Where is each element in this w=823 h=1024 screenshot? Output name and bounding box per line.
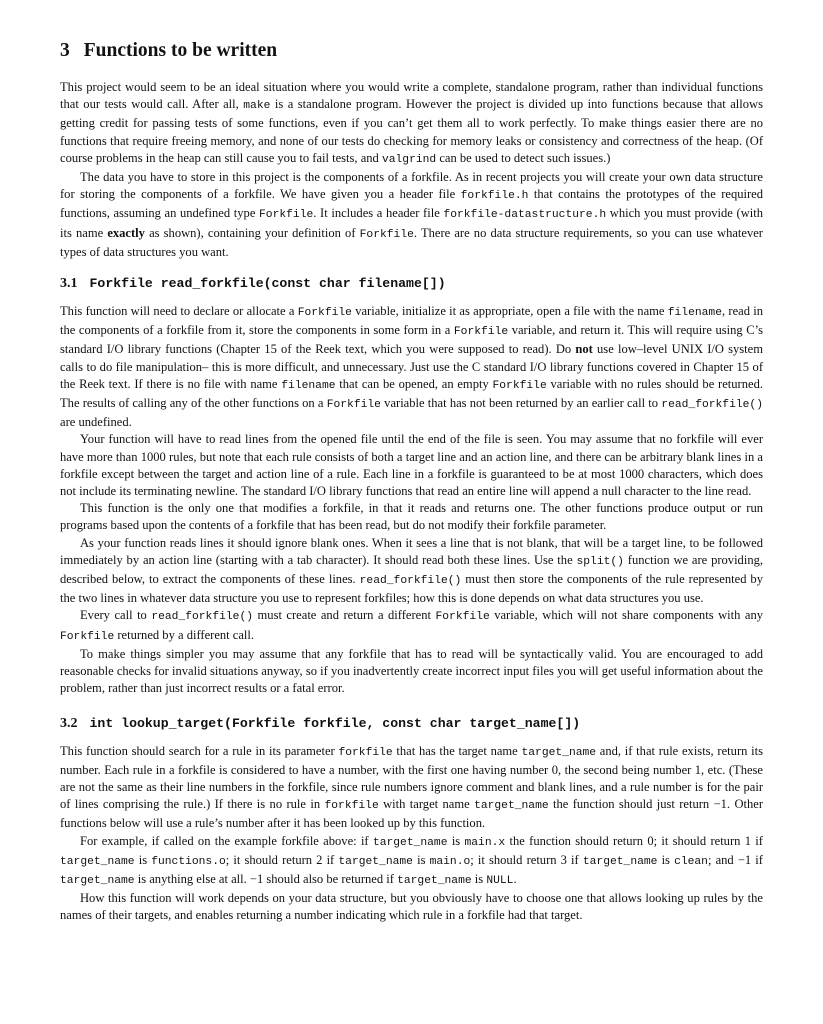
paragraph: [60, 79, 763, 169]
text-run: This function will need to declare or allocate a: [60, 304, 298, 319]
inline-code: target_name: [521, 746, 597, 759]
text-run: As your function reads lines it should ignore blank ones. When it sees a line that is not blank, that will be a target line, to be followed immediately by an action line (starting with a tab character). It should read both these lines. Use the: [60, 535, 763, 567]
subsection-number: 3.1: [60, 276, 78, 292]
inline-code: read_forkfile(): [661, 399, 763, 412]
inline-code: split(): [576, 555, 624, 568]
text-run: ; and −1 if: [707, 852, 763, 867]
section-heading: [60, 38, 763, 64]
text-run: are undefined.: [60, 415, 132, 430]
inline-code: Forkfile: [297, 307, 352, 320]
text-run: How this function will work depends on your data structure, but you obviously have to choose one that allows looking up rules by the names of their targets, and enables returning a number indicating which rule in a forkfile had that target.: [60, 891, 763, 923]
text-run: The data you have to store in this project is the components of a forkfile. As in recent projects you will create your own data structure for storing the components of a forkfile. We have given you a header file: [60, 170, 763, 202]
inline-code: target_name: [338, 855, 413, 868]
text-run: To make things simpler you may assume that any forkfile that has to read will be syntactically valid. You are encouraged to add reasonable checks for invalid situations anyway, so if you inadvertently create incorrect input files you will get useful information about the problem, rather than just incorrect results or a fatal error.: [60, 646, 763, 696]
text-run: .: [513, 871, 517, 886]
inline-code: target_name: [397, 874, 472, 887]
text-run: function we are providing, described below, to extract the components of these lines.: [60, 552, 764, 587]
subsection-heading: [60, 274, 763, 294]
text-run: and, if that rule exists, return its number. Each rule in a forkfile is considered to have a number, with the first one having number 0, the second being number 1, etc. (These are not the same as their line numbers in the forkfile, since rule numbers ignore comment and blank lines, and a rule number is for the pair of lines comprising the rule.) If there is no rule in: [60, 743, 763, 812]
inline-code: make: [243, 100, 271, 113]
text-run: must then store the components of the rule represented by the two lines in whatever data structure you use to represent forkfiles; how this is done depends on what data structures you use.: [60, 572, 763, 606]
inline-code: forkfile-datastructure.h: [443, 209, 607, 222]
text-run: is: [657, 852, 675, 867]
text-run: variable, which will not share components with any: [489, 608, 763, 623]
inline-code: Forkfile: [435, 611, 490, 624]
subsection-lookup-target: [60, 714, 763, 925]
text-run: variable, initialize it as appropriate, open a file with the name: [351, 304, 668, 319]
text-run: must create and return a different: [253, 608, 436, 623]
function-signature: Forkfile read_forkfile(const char filename[]): [89, 276, 446, 292]
inline-code: target_name: [474, 800, 549, 813]
paragraph: [60, 431, 763, 500]
paragraph: [60, 743, 763, 833]
text-run: that contains the prototypes of the required functions, assuming an undefined type: [60, 187, 764, 221]
text-run: the function should just return −1. Other functions below will use a rule’s number after it has been looked up by this function.: [60, 797, 764, 831]
paragraph: [60, 169, 763, 261]
text-run: variable, and return it. This will require using C’s standard I/O library functions (Chapter 15 of the Reek text, which you were supposed to read). Do: [60, 323, 763, 357]
text-run: is: [412, 852, 430, 867]
subsection-read-forkfile: [60, 274, 763, 697]
text-run: the function should return 0; it should return 1 if: [505, 833, 763, 848]
text-run: This project would seem to be an ideal situation where you would write a complete, standalone program, rather than individual functions that our tests would call. After all,: [60, 80, 763, 112]
inline-code: read_forkfile(): [151, 611, 254, 624]
text-run: ; it should return 2 if: [225, 852, 339, 867]
text-run: ; it should return 3 if: [470, 852, 583, 867]
subsection-heading: [60, 714, 763, 734]
paragraph: [60, 607, 763, 645]
inline-code: main.o: [429, 855, 471, 868]
text-run: is: [134, 852, 152, 867]
text-run: with target name: [378, 797, 475, 812]
text-run: Your function will have to read lines from the opened file until the end of the file is seen. You may assume that no forkfile will ever have more than 1000 rules, but note that each rule consists of both a target line and an action line, and there can be arbitrary blank lines in a forkfile except between the target and action line of a rule. Each line in a forkfile is guaranteed to be at most 1000 characters, which does not include its terminating newline. The standard I/O library functions that read an entire line will append a null character to the line read.: [60, 432, 763, 499]
text-run: is a standalone program. However the project is divided up into functions because that allows getting credit for passing tests of some functions, even if you can’t get them all to work perfectly. To make things easier there are no functions that require freeing memory, and none of our tests do checking for memory leaks or consistency and correctness of the heap. (Of course problems in the heap can still cause you to fail tests, and: [60, 97, 763, 165]
section-title: Functions to be written: [83, 40, 278, 61]
inline-code: target_name: [582, 855, 658, 868]
text-run: is anything else at all. −1 should also be returned if: [134, 871, 398, 886]
text-run: variable that has not been returned by an earlier call to: [380, 396, 662, 411]
subsection-number: 3.2: [60, 715, 78, 731]
inline-code: forkfile: [338, 746, 393, 759]
inline-code: Forkfile: [326, 399, 381, 412]
text-run: returned by a different call.: [114, 627, 255, 642]
inline-code: target_name: [60, 874, 135, 887]
text-run: that has the target name: [392, 743, 522, 758]
bold-text: not: [575, 342, 593, 357]
paragraph: [60, 500, 763, 534]
text-run: , read in the components of a forkfile from it, store the components in some form in a: [60, 304, 764, 338]
inline-code: functions.o: [151, 855, 226, 868]
text-run: This function should search for a rule in its parameter: [60, 743, 339, 758]
inline-code: valgrind: [381, 153, 437, 166]
paragraph: [60, 535, 763, 608]
section-number: 3: [60, 40, 70, 61]
inline-code: Forkfile: [60, 630, 115, 643]
inline-code: NULL: [486, 874, 514, 887]
inline-code: clean: [674, 855, 708, 868]
inline-code: target_name: [372, 836, 448, 849]
text-run: is: [471, 871, 487, 886]
text-run: This function is the only one that modifies a forkfile, in that it reads and returns one. The other functions produce output or run programs based upon the contents of a forkfile that has been read, but do not modify their forkfile parameter.: [60, 501, 763, 533]
inline-code: filename: [667, 307, 722, 320]
text-run: For example, if called on the example forkfile above: if: [80, 833, 373, 848]
inline-code: read_forkfile(): [359, 575, 462, 588]
text-run: use low–level UNIX I/O system calls to do file manipulation– this is more difficult, and unnecessary. Just use the C standard I/O library functions covered in Chapter 15 of the Reek text. If there is no file with name: [60, 342, 763, 391]
inline-code: Forkfile: [492, 379, 547, 392]
inline-code: Forkfile: [453, 326, 509, 339]
paragraph: [60, 646, 763, 698]
text-run: Every call to: [80, 608, 152, 623]
inline-code: Forkfile: [259, 209, 314, 222]
inline-code: forkfile: [324, 800, 379, 813]
bold-text: exactly: [107, 225, 145, 240]
text-run: . There are no data structure requirements, so you can use whatever types of data structures you want.: [60, 225, 763, 259]
text-run: variable with no rules should be returned. The results of calling any of the other functions on a: [60, 376, 763, 411]
inline-code: main.x: [464, 836, 506, 849]
function-signature: int lookup_target(Forkfile forkfile, const char target_name[]): [89, 715, 581, 731]
inline-code: Forkfile: [359, 228, 414, 241]
section-intro: [60, 79, 763, 261]
inline-code: forkfile.h: [460, 190, 529, 203]
text-run: that can be opened, an empty: [335, 376, 493, 391]
text-run: which you must provide (with its name: [60, 206, 763, 240]
text-run: . It includes a header file: [313, 206, 444, 221]
paragraph: [60, 303, 763, 431]
inline-code: target_name: [60, 855, 135, 868]
paragraph: [60, 833, 763, 891]
text-run: is: [447, 833, 465, 848]
paragraph: [60, 890, 763, 924]
text-run: can be used to detect such issues.): [436, 150, 611, 165]
text-run: as shown), containing your definition of: [144, 225, 360, 240]
inline-code: filename: [281, 379, 336, 392]
